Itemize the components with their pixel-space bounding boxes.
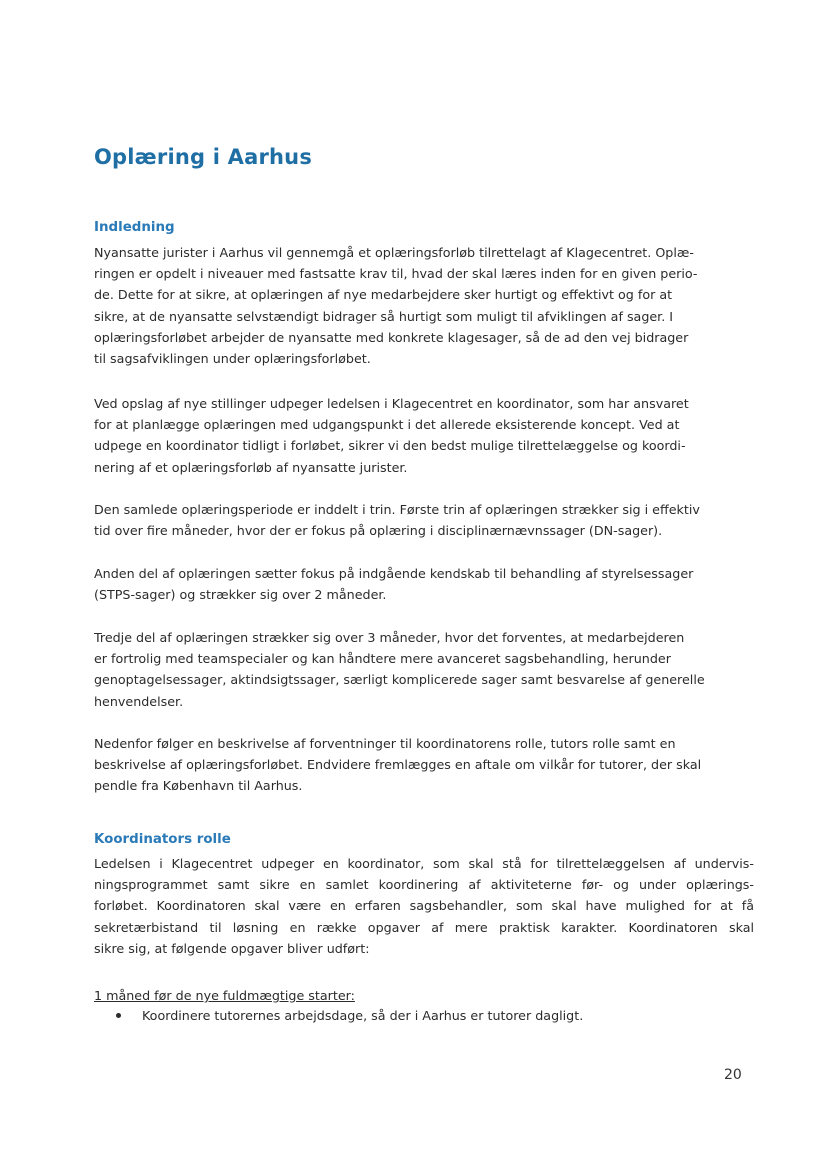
text-line: sikre, at de nyansatte selvstændigt bidrager så hurtigt som muligt til afviklingen af sager. I [94, 308, 674, 324]
text-line: Anden del af oplæringen sætter fokus på indgående kendskab til behandling af styrelsessager [94, 566, 694, 581]
task-bullet-list [116, 1005, 583, 1026]
text-line: sikre sig, at følgende opgaver bliver udført: [94, 940, 370, 956]
text-line: henvendelser. [94, 693, 184, 709]
text-line: Nedenfor følger en beskrivelse af forventninger til koordinatorens rolle, tutors rolle samt en [94, 736, 676, 751]
paragraph-intro-6 [94, 733, 754, 797]
section-heading-indledning: Indledning [94, 220, 175, 235]
text-line: genoptagelsessager, aktindsigtssager, særligt komplicerede sager samt besvarelse af generelle [94, 672, 705, 688]
text-line: de. Dette for at sikre, at oplæringen af nye medarbejdere sker hurtigt og effektivt og for at [94, 287, 673, 303]
page-number: 20 [724, 1067, 742, 1083]
paragraph-intro-5 [94, 627, 754, 712]
text-line: Ved opslag af nye stillinger udpeger ledelsen i Klagecentret en koordinator, som har ansvaret [94, 396, 689, 411]
paragraph-intro-3 [94, 499, 754, 541]
text-line: til sagsafviklingen under oplæringsforløbet. [94, 351, 371, 367]
text-line: pendle fra København til Aarhus. [94, 778, 303, 794]
text-line: (STPS-sager) og strækker sig over 2 måneder. [94, 587, 387, 603]
text-line: udpege en koordinator tidligt i forløbet, sikrer vi den bedst mulige tilrettelæggelse og koordi- [94, 438, 686, 454]
timeline-sublabel: 1 måned før de nye fuldmægtige starter: [94, 988, 355, 1003]
text-line: for at planlægge oplæringen med udgangspunkt i det allerede eksisterende koncept. Ved at [94, 417, 680, 433]
text-line: nering af et oplæringsforløb af nyansatte jurister. [94, 459, 408, 475]
paragraph-intro-1 [94, 242, 754, 369]
text-line: ningsprogrammet samt sikre en samlet koordinering af aktiviteterne før- og under oplærings- [94, 877, 754, 893]
text-line: sekretærbistand til løsning en række opgaver af mere praktisk karakter. Koordinatoren skal [94, 919, 754, 935]
paragraph-intro-2 [94, 393, 754, 478]
text-line: forløbet. Koordinatoren skal være en erfaren sagsbehandler, som skal have mulighed for at få [94, 898, 754, 914]
text-line: Tredje del af oplæringen strækker sig over 3 måneder, hvor det forventes, at medarbejderen [94, 630, 685, 645]
section-heading-koordinators-rolle: Koordinators rolle [94, 832, 231, 847]
text-line: oplæringsforløbet arbejder de nyansatte med konkrete klagesager, så de ad den vej bidrager [94, 329, 689, 345]
bullet-icon [116, 1013, 121, 1018]
text-line: ringen er opdelt i niveauer med fastsatte krav til, hvad der skal læres inden for en given perio- [94, 266, 698, 282]
text-line: Ledelsen i Klagecentret udpeger en koordinator, som skal stå for tilrettelæggelsen af undervis- [94, 856, 754, 871]
text-line: er fortrolig med teamspecialer og kan håndtere mere avanceret sagsbehandling, herunder [94, 651, 671, 667]
text-line: Nyansatte jurister i Aarhus vil gennemgå et oplæringsforløb tilrettelagt af Klagecentret. Oplæ- [94, 245, 694, 260]
page-title: Oplæring i Aarhus [94, 145, 313, 169]
paragraph-intro-4 [94, 563, 754, 605]
list-item [116, 1005, 583, 1026]
list-item-text: Koordinere tutorernes arbejdsdage, så der i Aarhus er tutorer dagligt. [142, 1008, 584, 1023]
text-line: beskrivelse af oplæringsforløbet. Endvidere fremlægges en aftale om vilkår for tutorer, der skal [94, 757, 702, 773]
paragraph-coordinator [94, 853, 754, 959]
text-line: Den samlede oplæringsperiode er inddelt i trin. Første trin af oplæringen strækker sig i effektiv [94, 502, 700, 517]
text-line: tid over fire måneder, hvor der er fokus på oplæring i disciplinærnævnssager (DN-sager). [94, 523, 663, 539]
